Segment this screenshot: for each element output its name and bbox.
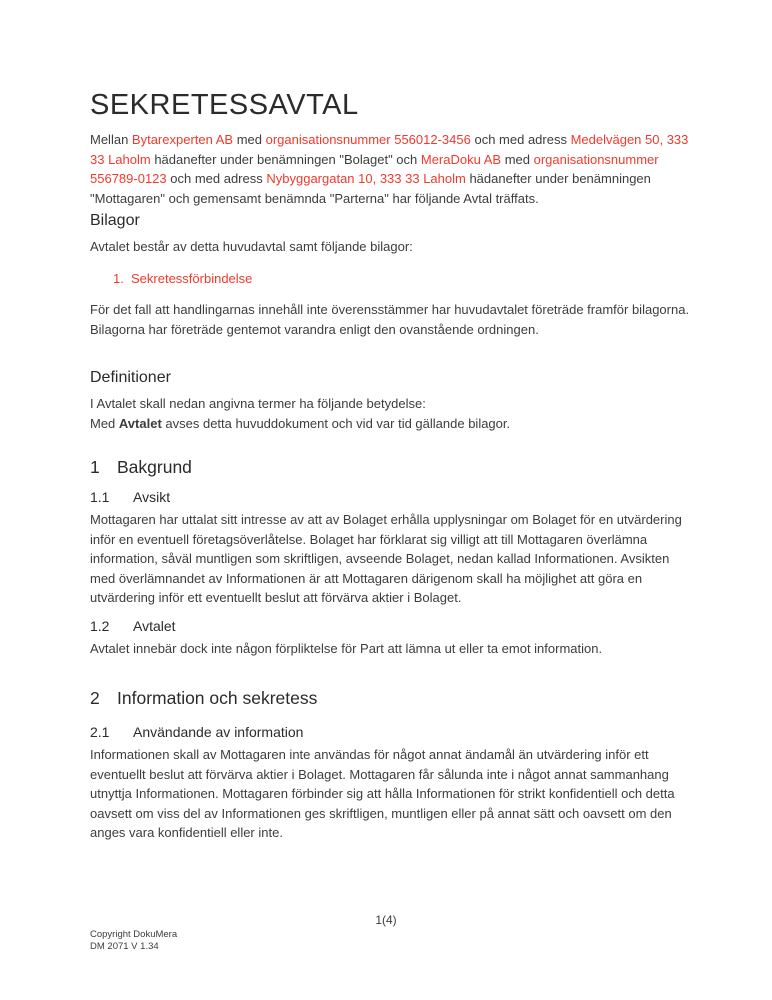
section-heading-bakgrund bbox=[90, 455, 690, 480]
definitioner-lead-paragraph: I Avtalet skall nedan angivna termer ha följande betydelse: bbox=[90, 396, 426, 411]
section-heading-information bbox=[90, 686, 690, 711]
subsection-number: 2.1 bbox=[90, 724, 110, 740]
copyright-line: Copyright DokuMera bbox=[90, 929, 178, 940]
section-title: Bakgrund bbox=[117, 457, 192, 477]
attachment-number: 1. bbox=[113, 270, 124, 286]
subsection-number: 1.2 bbox=[90, 617, 110, 634]
footer-copyright bbox=[90, 929, 177, 952]
page-title: SEKRETESSAVTAL bbox=[90, 89, 359, 121]
definitioner-definition-paragraph: Med Avtalet avses detta huvuddokument och vid var tid gällande bilagor. bbox=[90, 415, 511, 431]
subsection-title: Avsikt bbox=[133, 489, 171, 505]
subsection-title: Användande av information bbox=[133, 724, 304, 740]
avsikt-body-paragraph: Mottagaren har uttalat sitt intresse av att av Bolaget erhålla upplysningar om Bolaget för en utvärdering inför en eventuell företagsöverlåtelse. Bolaget har förklarat sig villigt att till Mottagaren överlämna information, såväl muntligen som skriftligen, avseende Bolaget, nedan kallad Informationen. Avsikten med överlämnandet av Informationen är att Mottagaren därigenom skall ha möjlighet att göra en utvärdering inför ett eventuellt beslut att förvärva aktier i Bolaget. bbox=[90, 512, 682, 605]
subsection-number: 1.1 bbox=[90, 489, 110, 505]
subsection-heading-avtalet bbox=[90, 617, 690, 636]
version-line: DM 2071 V 1.34 bbox=[90, 940, 159, 952]
section-number: 2 bbox=[90, 688, 100, 708]
anvandande-body-paragraph: Informationen skall av Mottagaren inte användas för något annat ändamål än utvärdering inför ett eventuellt beslut att förvärva aktier i Bolaget. Mottagaren får sålunda inte i något annat sammanhang utnyttja Informationen. Mottagaren förbinder sig att hålla Informationen för strikt konfidentiell och detta oavsett om viss del av Informationen ges skriftligen, muntligen eller på annat sätt och oavsett om den anges vara konfidentiell eller inte. bbox=[90, 747, 675, 840]
attachment-label: Sekretessförbindelse bbox=[131, 270, 253, 286]
subsection-heading-avsikt bbox=[90, 488, 690, 507]
footer-page-number: 1(4) bbox=[375, 913, 397, 927]
section-heading-definitioner: Definitioner bbox=[90, 369, 171, 386]
intro-paragraph: Mellan Bytarexperten AB med organisationsnummer 556012-3456 och med adress Medelvägen 50, 333 33 Laholm hädanefter under benämningen "Bolaget" och MeraDoku AB med organisationsnummer 556789-0123 och med adress Nybyggargatan 10, 333 33 Laholm hädanefter under benämningen "Mottagaren" och gemensamt benämnda "Parterna" har följande Avtal träffats. bbox=[90, 132, 689, 206]
subsection-heading-anvandande bbox=[90, 723, 690, 742]
bilagor-note-paragraph: För det fall att handlingarnas innehåll inte överensstämmer har huvudavtalet företräde framför bilagorna. Bilagorna har företräde gentemot varandra enligt den ovanstående ordningen. bbox=[90, 302, 690, 337]
section-number: 1 bbox=[90, 457, 100, 477]
section-heading-bilagor: Bilagor bbox=[90, 212, 140, 229]
subsection-title: Avtalet bbox=[133, 617, 176, 634]
section-title: Information och sekretess bbox=[117, 688, 318, 708]
attachment-list-item bbox=[90, 269, 690, 289]
avtalet-body-paragraph: Avtalet innebär dock inte någon förpliktelse för Part att lämna ut eller ta emot information. bbox=[90, 640, 603, 656]
bilagor-lead-paragraph: Avtalet består av detta huvudavtal samt följande bilagor: bbox=[90, 239, 413, 254]
